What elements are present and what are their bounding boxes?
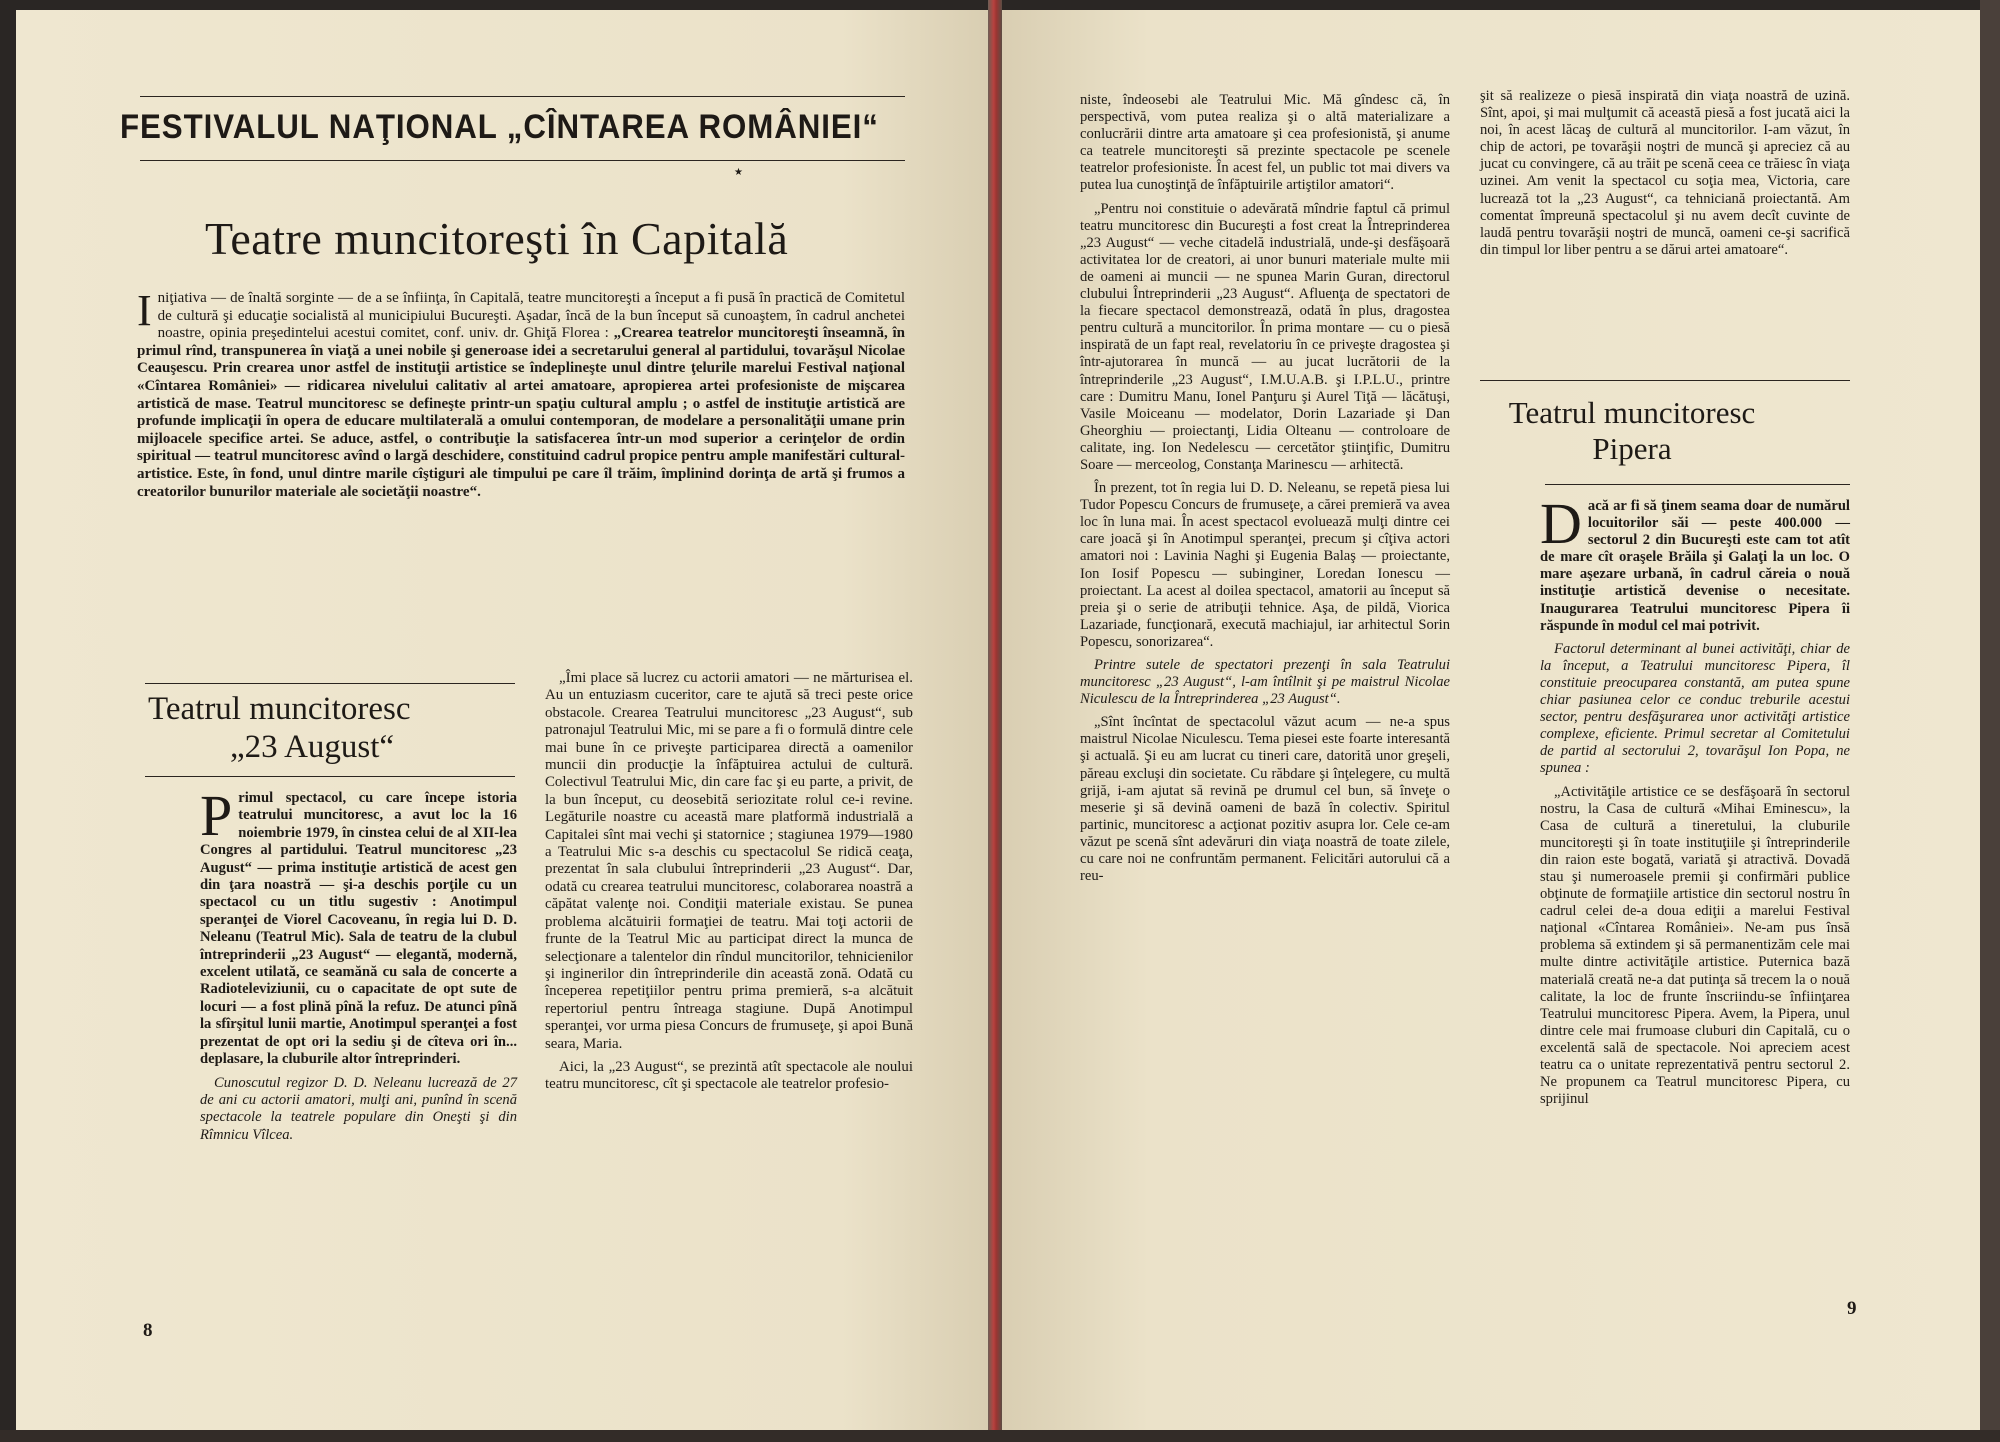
book-gutter (988, 0, 1002, 1442)
column-2-paragraph-2: Aici, la „23 August“, se prezintă atît spectacole ale noului teatru muncitoresc, cît şi spectacole ale teatrelor profesio- (545, 1058, 913, 1093)
section-title-line2: „23 August“ (230, 729, 395, 765)
column-1 (200, 783, 517, 1150)
book-edge (1980, 0, 2000, 1442)
section-rule-bottom (145, 776, 515, 777)
intro-text: niţiativa — de înaltă sorginte — de a se înfiinţa, în Capitală, teatre muncitoreşti a început a fi pusă în practică de Comitetul de cultură şi educaţie socialistă al municipiului Bucureşti. Aşadar, încă de la bun început să cunoaştem, în cadrul anchetei noastre, opinia preşedintelui acestui comitet, conf. univ. dr. Ghiţă Florea : (157, 290, 905, 342)
section-title-line1: Teatrul muncitoresc (148, 691, 411, 727)
festival-header: FESTIVALUL NAŢIONAL „CÎNTAREA ROMÂNIEI“ (120, 108, 879, 146)
column-3-italic: Printre sutele de spectatori prezenţi în sala Teatrului muncitoresc „23 August“, l-am întîlnit şi pe maistrul Nicolae Niculescu de la Întreprinderea „23 August“. (1080, 657, 1450, 708)
pipera-rule-top (1480, 380, 1850, 381)
pipera-lead (1540, 491, 1850, 635)
article-title: Teatre muncitoreşti în Capitală (205, 213, 789, 264)
page-number-left: 8 (143, 1320, 153, 1341)
pipera-italic: Factorul determinant al bunei activităţi, chiar de la început, a Teatrului muncitoresc Pipera, îl constituie preocuparea constantă, am putea spune chiar pasiunea celor ce conduc treburile acestui sector, pentru desfăşurarea unor activităţi artistice complexe, eficiente. Primul secretar al Comitetului de partid al sectorului 2, tovarăşul Ion Popa, ne spunea : (1540, 640, 1850, 777)
pipera-lead-text: acă ar fi să ţinem seama doar de numărul locuitorilor săi — peste 400.000 — sectorul 2 din Bucureşti este cam tot atît de mare cît oraşele Brăila şi Galaţi la un loc. O mare aşezare urbană, în cadrul căreia o nouă instituţie artistică devenise o necesitate. Inaugurarea Teatrului muncitoresc Pipera îi răspunde în modul cel mai potrivit. (1540, 498, 1850, 634)
section-title-23-august (148, 690, 478, 766)
article-intro (137, 286, 905, 501)
star-ornament: ★ (734, 167, 743, 178)
header-rule-bottom (140, 160, 905, 161)
pipera-paragraph-1: „Activităţile artistice ce se desfăşoară în sectorul nostru, la Casa de cultură «Mihai Eminescu», la Casa de cultură a tineretului, la cluburile muncitoreşti şi în toate instituţiile şi întreprinderile din raion este bogată, variată şi atractivă. Dovadă stau şi numeroasele premii şi confirmări publice obţinute de formaţiile artistice din sectorul nostru în cadrul celei de-a doua ediţii a marelui Festival naţional «Cîntarea României». Ne-am pus însă problema să extindem şi să permanentizăm cele mai multe dintre activităţile artistice. Puternica bază materială creată ne-a dat putinţa să trecem la o nouă calitate, la loc de frunte înscriindu-se înfiinţarea Teatrului muncitoresc Pipera. Avem, la Pipera, unul dintre cele mai frumoase cluburi din Capitală, cu o excelentă sală de spectacole. Noi apreciem acest teatru ca o unitate reprezentativă pentru sectorul 2. Ne propunem ca Teatrul muncitoresc Pipera, cu sprijinul (1540, 783, 1850, 1108)
column-3 (1080, 92, 1450, 891)
column-3-paragraph-4: „Sînt încîntat de spectacolul văzut acum — ne-a spus maistrul Nicolae Niculescu. Tema piesei este foarte interesantă şi actuală. Şi eu am lucrat cu tineri care, datorită unor greşeli, păreau excluşi din societate. Cu răbdare şi înţelegere, cu multă grijă, i-am ajutat să revină pe drumul cel bun, să înveţe o meserie şi să devină oameni de bază în colectiv. Spiritul partinic, muncitoresc a acţionat pozitiv asupra lor. Cele ce-am văzut pe scenă sînt adevăruri din viaţa noastră de toate zilele, cu care noi ne confruntăm permanent. Felicitări autorului că a reu- (1080, 714, 1450, 885)
pipera-drop-cap: D (1540, 491, 1582, 556)
column-2-paragraph-1: „Îmi place să lucrez cu actorii amatori — ne mărturisea el. Au un entuziasm cuceritor, care te ajută să treci peste orice obstacole. Crearea Teatrului muncitoresc „23 August“, sub patronajul Teatrului Mic, mi se pare a fi o formulă dintre cele mai bune în ce priveşte participarea directă a oamenilor muncii din producţie la înfăptuirea actului de cultură. Colectivul Teatrului Mic, din care fac şi eu parte, a privit, de la bun început, cu deosebită seriozitate rolul ce-i revine. Legăturile noastre cu această mare platformă industrială a Capitalei sînt mai vechi şi statornice ; stagiunea 1979—1980 a Teatrului Mic s-a deschis cu spectacolul Se ridică ceaţa, prezentat în sala clubului întreprinderii „23 August“. Dar, odată cu crearea teatrului muncitoresc, colaborarea noastră a căpătat valenţe noi. Condiţii materiale existau. Se punea problema alcătuirii formaţiei de teatru. Mai toţi actorii de frunte de la Teatrul Mic au participat direct la munca de selecţionare a talentelor din rîndul muncitorilor, tehnicienilor şi inginerilor din întreprinderile din această zonă. Odată cu începerea repetiţiilor pentru prima premieră, s-a alcătuit repertoriul pentru întreaga stagiune. După Anotimpul speranţei, vor urma piesa Concurs de frumuseţe, şi apoi Bună seara, Maria. (545, 670, 913, 1052)
section-title-pipera (1502, 395, 1762, 467)
page-number-right: 9 (1847, 1298, 1857, 1319)
column-3-paragraph-1: niste, îndeosebi ale Teatrului Mic. Mă gîndesc că, în perspectivă, vom putea realiza şi o altă materializare a conlucrării dintre arta amatoare şi cea profesionistă, şi anume ca teatrele muncitoreşti să prezinte spectacole pe scenele teatrelor profesioniste. În acest fel, un public tot mai divers va putea lua cunoştinţă de înfăptuirile artiştilor amatori“. (1080, 92, 1450, 194)
column-4 (1480, 88, 1850, 265)
intro-drop-cap: I (137, 286, 152, 335)
lead-paragraph (200, 783, 517, 1069)
header-rule-top (140, 96, 905, 97)
column-3-paragraph-3: În prezent, tot în regia lui D. D. Neleanu, se repetă piesa lui Tudor Popescu Concurs de frumuseţe, a cărei premieră va avea loc în luna mai. În acest spectacol evoluează mulţi dintre cei care joacă şi în Anotimpul speranţei, precum şi cîţiva actori amatori noi : Lavinia Naghi şi Eugenia Balaş — proiectante, Ion Iosif Popescu — subinginer, Loredan Ionescu — proiectant. La acest al doilea spectacol, amatorii au început să preia şi o serie de atribuţii tehnice. Aşa, de pildă, Viorica Lazariade, funcţionară, execută machiajul, iar arhitectul Sorin Popescu, sonorizarea“. (1080, 480, 1450, 650)
pipera-title-line1: Teatrul muncitoresc (1508, 395, 1756, 430)
column-4-paragraph-1: şit să realizeze o piesă inspirată din viaţa noastră de uzină. Sînt, apoi, şi mai mulţumit că această piesă a fost jucată aici la noi, în acest lăcaş de cultură al muncitorilor. I-am văzut, în chip de actori, pe tovarăşii noştri de muncă şi apreciez că au jucat cu convingere, că au trăit pe scenă ceea ce trăiesc în viaţa uzinei. Am venit la spectacol cu soţia mea, Victoria, care lucrează tot la „23 August“, ca tehniciană proiectantă. Am comentat împreună spectacolul şi nu avem decît cuvinte de laudă pentru tovarăşii noştri de muncă, oameni ce-şi sacrifică din timpul lor liber pentru a se dărui artei amatoare“. (1480, 88, 1850, 258)
lead-text: rimul spectacol, cu care începe istoria teatrului muncitoresc, a avut loc la 16 noiembrie 1979, în cinstea celui de al XII-lea Congres al partidului. Teatrul muncitoresc „23 August“ — prima instituţie artistică de acest gen din ţara noastră — şi-a deschis porţile cu un spectacol cu un titlu sugestiv : Anotimpul speranţei de Viorel Cacoveanu, în regia lui D. D. Neleanu (Teatrul Mic). Sala de teatru de la clubul întreprinderii „23 August“ — elegantă, modernă, excelent utilată, ce seamănă cu sala de concerte a Radioteleviziunii, cu o capacitate de opt sute de locuri — a fost plină pînă la refuz. De atunci pînă la sfîrşitul lunii martie, Anotimpul speranţei a fost prezentat de opt ori la sediu şi de cîteva ori în... deplasare, la cluburile altor întreprinderi. (200, 790, 517, 1068)
pipera-title-line2: Pipera (1592, 431, 1672, 466)
section-rule-top (145, 683, 515, 684)
italic-note: Cunoscutul regizor D. D. Neleanu lucrează de 27 de ani cu actorii amatori, mulţi ani, punînd în scenă spectacole la teatrele populare din Oneşti şi din Rîmnicu Vîlcea. (200, 1074, 517, 1143)
column-2 (545, 670, 913, 1100)
book-bottom-edge (0, 1430, 2000, 1442)
column-5 (1540, 491, 1850, 1114)
intro-quote: „Crearea teatrelor muncitoreşti înseamnă, în primul rînd, transpunerea în viaţă a unei nobile şi generoase idei a secretarului general al partidului, tovarăşul Nicolae Ceauşescu. Prin crearea unor astfel de instituţii artistice se îndeplineşte unul dintre ţelurile marelui Festival naţional «Cîntarea României» — ridicarea nivelului calitativ al artei amatoare, apropierea artei profesioniste de mişcarea artistică de mase. Teatrul muncitoresc se defineşte printr-un spaţiu cultural amplu ; o astfel de instituţie artistică are profunde implicaţii în opera de educare multilaterală a omului contemporan, de modelare a personalităţii umane prin mijloacele specifice artei. Se aduce, astfel, o contribuţie la satisfacerea într-un mod superior a cerinţelor de ordin spiritual — teatrul muncitoresc avînd o largă deschidere, constituind cadrul propice pentru ample manifestări cultural-artistice. Este, în fond, unul dintre marile cîştiguri ale timpului pe care îl trăim, împlinind dorinţa de artă şi frumos a creatorilor bunurilor materiale ale societăţii noastre“. (137, 325, 905, 500)
pipera-rule-bottom (1545, 484, 1850, 485)
lead-drop-cap: P (200, 783, 233, 848)
column-3-paragraph-2: „Pentru noi constituie o adevărată mîndrie faptul că primul teatru muncitoresc din Bucureşti a fost creat la Întreprinderea „23 August“ — veche citadelă industrială, unde-şi desfăşoară activitatea lor de creatori, ai unor bunuri materiale multe mii de oameni ai muncii — ne spunea Marin Guran, directorul clubului Întreprinderii „23 August“. Afluenţa de spectatori de la fiecare spectacol demonstrează, odată în plus, dragostea pentru cultură a muncitorilor. În prima montare — cu o piesă inspirată de un fapt real, revelatoriu în ce priveşte dragostea şi într-ajutorarea în muncă — au jucat lucrătorii de la întreprinderile „23 August“, I.M.U.A.B. şi I.P.L.U., printre care : Dumitru Manu, Ionel Panţuru şi Aurel Tiţă — lăcătuşi, Vasile Moiceanu — modelator, Dorin Lazariade şi Dan Gheorghiu — proiectanţi, Lidia Olteanu — controloare de calitate, ing. Ion Nedelescu — cercetător ştiinţific, Dumitru Soare — merceolog, Constanţa Marinescu — arhitectă. (1080, 200, 1450, 473)
